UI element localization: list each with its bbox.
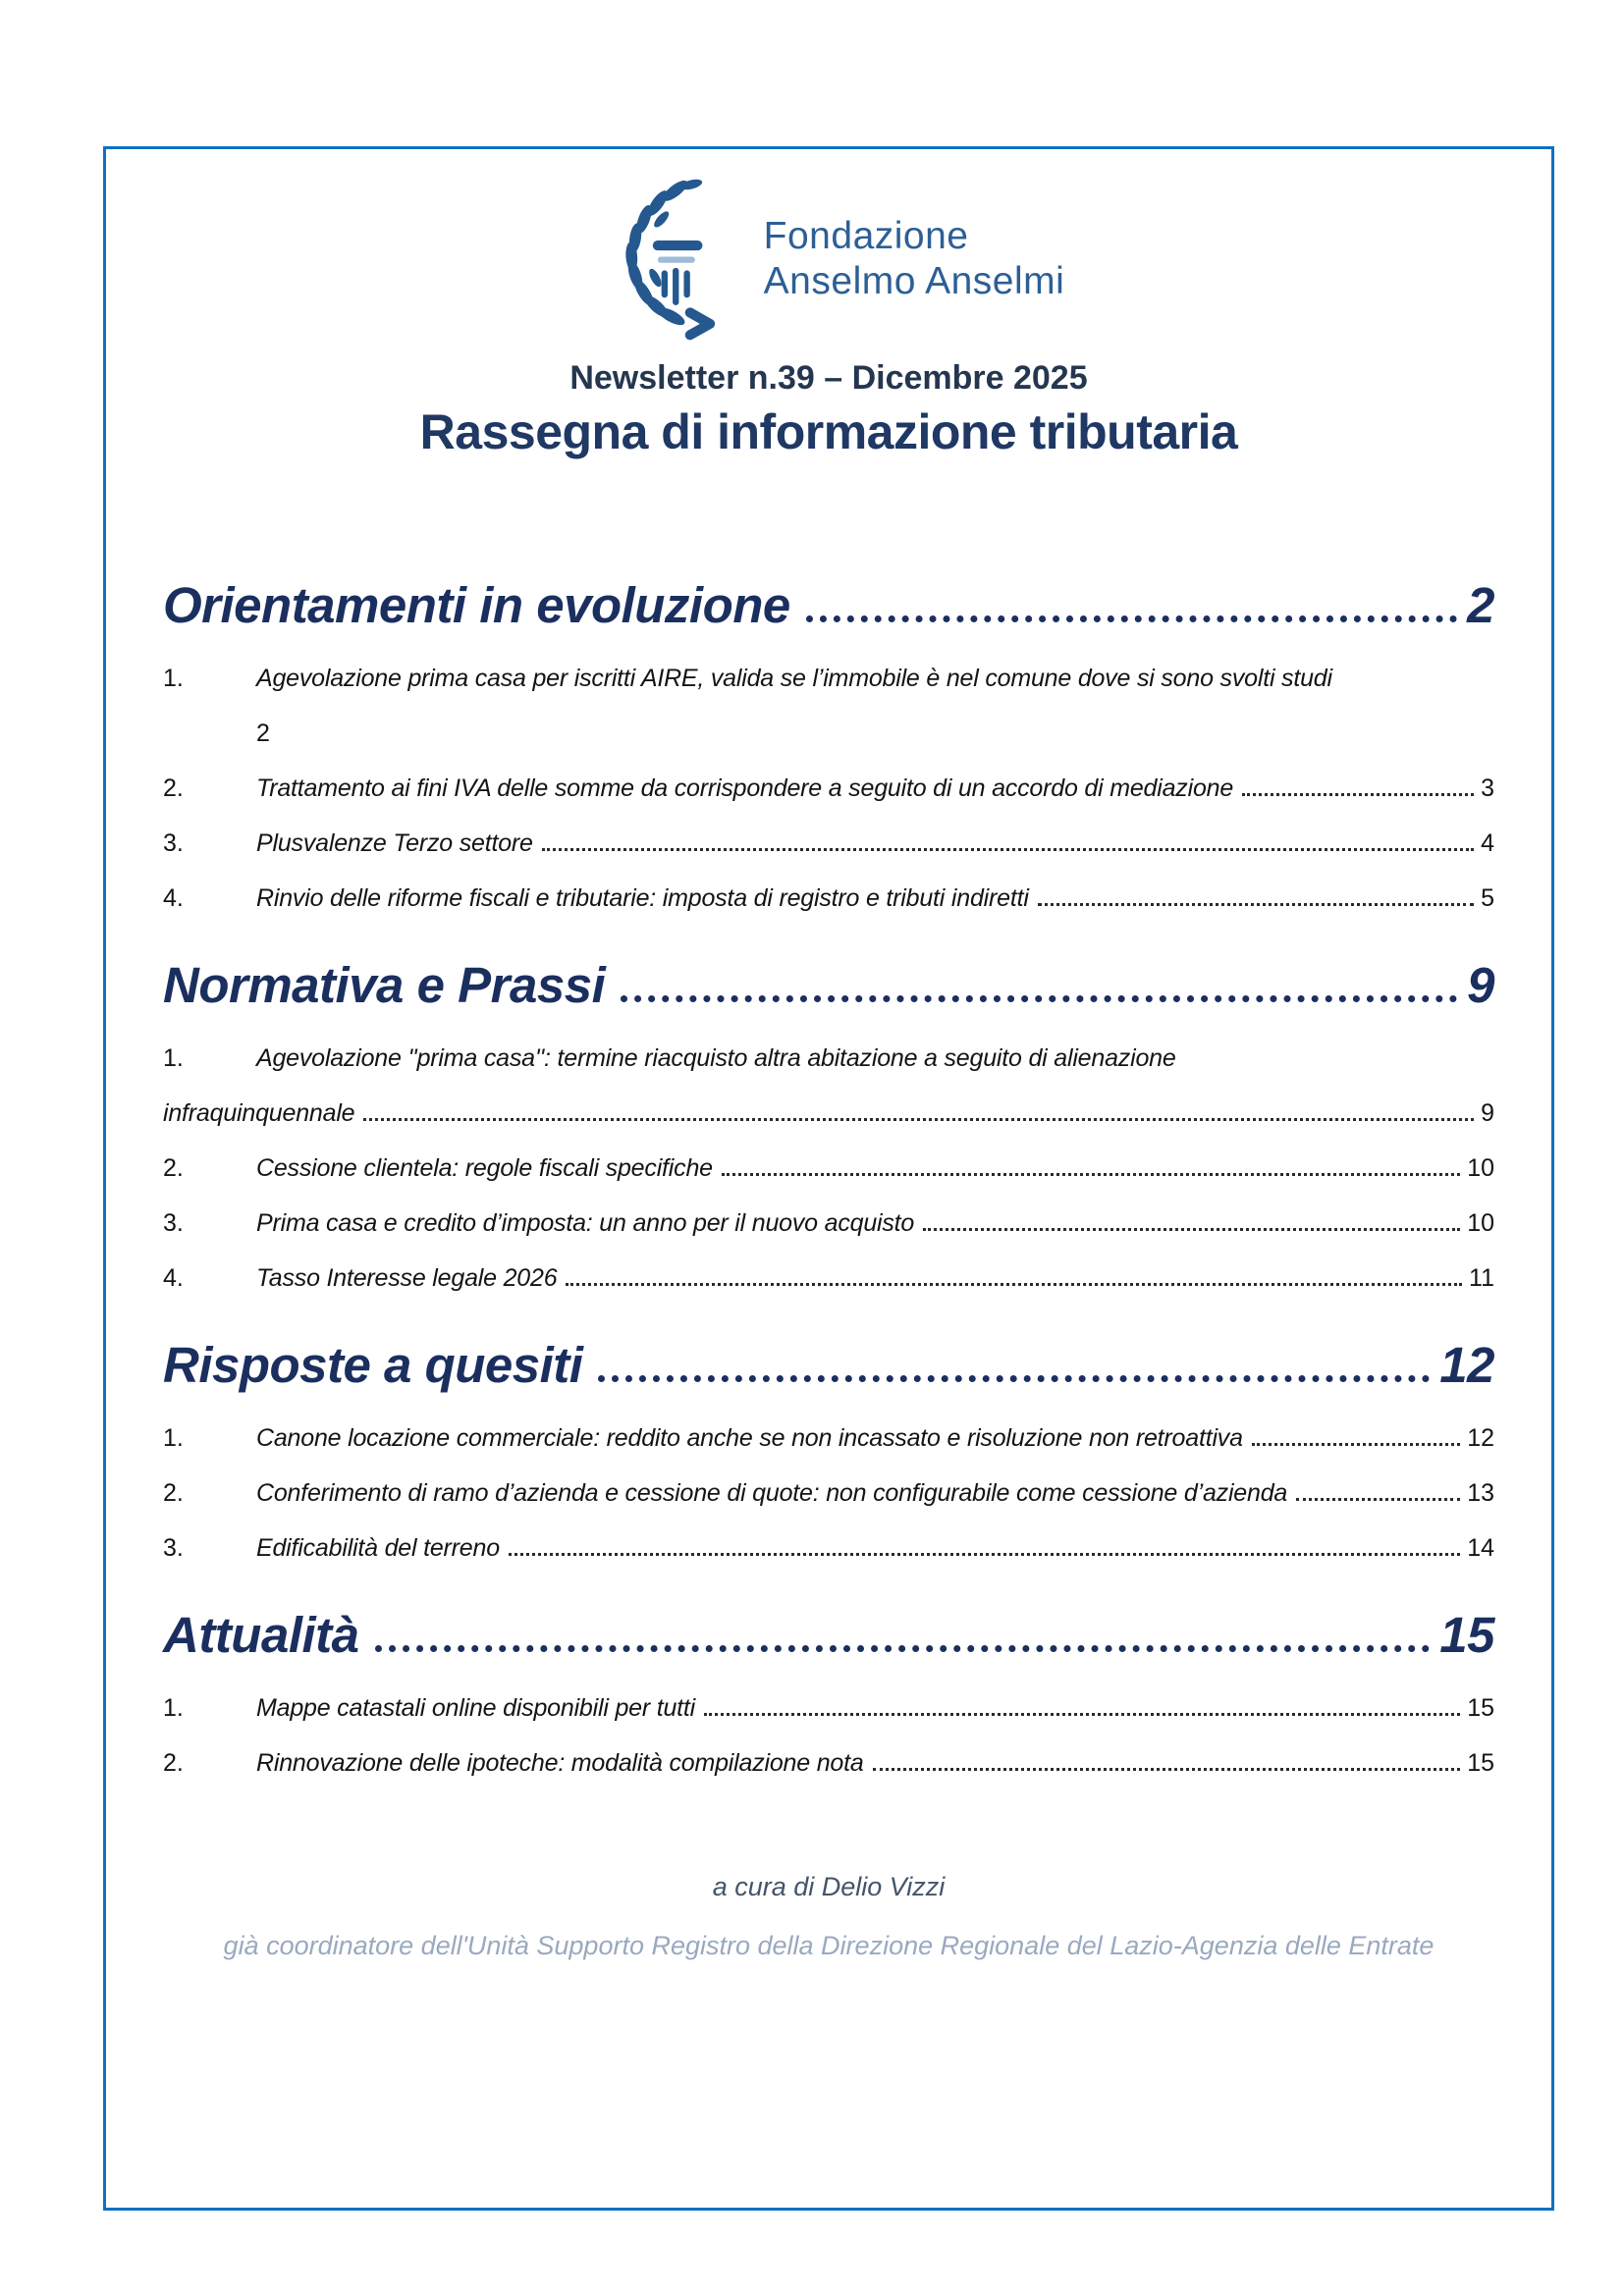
toc-item-page: 15 <box>1467 1749 1494 1777</box>
toc-item-title: Agevolazione prima casa per iscritti AIRE, valida se l’immobile è nel comune dove si sono svolti studi <box>256 665 1332 692</box>
toc-item-number: 4. <box>163 1264 184 1292</box>
toc-item-page: 5 <box>1481 884 1494 912</box>
toc-item-continuation <box>163 1099 1494 1128</box>
toc-section-heading <box>163 1606 1494 1665</box>
toc-item <box>163 1044 1494 1073</box>
toc-item-number: 2. <box>163 1749 184 1777</box>
toc-item <box>163 1424 1494 1453</box>
toc-item-number: 3. <box>163 1209 184 1237</box>
toc-item <box>163 1694 1494 1723</box>
toc-leader-dots <box>621 995 1457 1002</box>
toc-item-title: Prima casa e credito d’imposta: un anno per il nuovo acquisto <box>256 1209 915 1237</box>
toc-item-page: 15 <box>1467 1694 1494 1722</box>
toc-item <box>163 829 1494 858</box>
toc-item-page: 13 <box>1467 1479 1494 1507</box>
toc-item <box>163 1209 1494 1238</box>
toc-item <box>163 1534 1494 1563</box>
logo <box>163 175 1494 344</box>
toc-item-page: 9 <box>1481 1099 1494 1127</box>
toc-section-heading <box>163 576 1494 635</box>
toc-item-title: Trattamento ai fini IVA delle somme da corrispondere a seguito di un accordo di mediazione <box>256 774 1234 802</box>
toc-item-title: Cessione clientela: regole fiscali specifiche <box>256 1154 713 1182</box>
toc-item-title: Edificabilità del terreno <box>256 1534 500 1562</box>
toc-section-title: Normativa e Prassi <box>163 957 606 1013</box>
toc-leader-dots <box>704 1713 1460 1716</box>
toc-section-page: 15 <box>1439 1607 1494 1663</box>
toc-item-page: 11 <box>1469 1264 1494 1292</box>
toc-item-number: 4. <box>163 884 184 912</box>
toc-leader-dots <box>1252 1443 1460 1446</box>
toc-item-page: 2 <box>256 720 270 747</box>
toc-item-number: 2. <box>163 1154 184 1182</box>
toc-leader-dots <box>1296 1498 1460 1501</box>
toc-item-page: 14 <box>1467 1534 1494 1562</box>
footer <box>163 1872 1494 1961</box>
toc-section-page: 9 <box>1467 957 1494 1013</box>
toc-leader-dots <box>542 848 1474 851</box>
toc-item <box>163 774 1494 803</box>
toc-item <box>163 884 1494 913</box>
toc-leader-dots <box>363 1118 1474 1121</box>
toc-item-number: 1. <box>163 1044 184 1072</box>
toc-leader-dots <box>1038 903 1474 906</box>
toc-item-page: 3 <box>1481 774 1494 802</box>
toc-item-number: 1. <box>163 1424 184 1452</box>
toc-item-title: Mappe catastali online disponibili per tutti <box>256 1694 696 1722</box>
toc-item-number: 3. <box>163 1534 184 1562</box>
toc-leader-dots <box>1242 793 1474 796</box>
toc-leader-dots <box>722 1173 1460 1176</box>
toc-section-page: 12 <box>1439 1337 1494 1393</box>
toc-leader-dots <box>509 1553 1460 1556</box>
toc-section-title: Attualità <box>163 1607 359 1663</box>
toc-leader-dots <box>873 1768 1461 1771</box>
toc-item-number: 1. <box>163 1694 184 1722</box>
toc-section-title: Risposte a quesiti <box>163 1337 583 1393</box>
logo-line1: Fondazione <box>763 214 969 257</box>
toc-item-title: Plusvalenze Terzo settore <box>256 829 533 857</box>
toc-leader-dots <box>375 1645 1431 1652</box>
toc-item <box>163 665 1494 693</box>
page-title: Rassegna di informazione tributaria <box>419 404 1238 459</box>
toc-item-page: 4 <box>1481 829 1494 857</box>
toc-item-page: 10 <box>1467 1154 1494 1182</box>
laurel-column-icon <box>593 175 742 344</box>
logo-text <box>764 214 1065 304</box>
toc-item-title: Canone locazione commerciale: reddito anche se non incassato e risoluzione non retroattiva <box>256 1424 1243 1452</box>
newsletter-issue: Newsletter n.39 – Dicembre 2025 <box>569 359 1088 397</box>
toc-leader-dots <box>923 1228 1460 1231</box>
footer-role: già coordinatore dell'Unità Supporto Registro della Direzione Regionale del Lazio-Agenzia delle Entrate <box>223 1931 1435 1960</box>
toc-item-title: Tasso Interesse legale 2026 <box>256 1264 558 1292</box>
toc-leader-dots <box>598 1375 1430 1382</box>
toc-item <box>163 1264 1494 1293</box>
logo-line2: Anselmo Anselmi <box>763 260 1065 302</box>
toc-section-page: 2 <box>1467 577 1494 633</box>
toc-item <box>163 1749 1494 1778</box>
toc-section-heading <box>163 1336 1494 1395</box>
toc-item-number: 2. <box>163 774 184 802</box>
toc-item-title: Rinvio delle riforme fiscali e tributarie: imposta di registro e tributi indiretti <box>256 884 1029 912</box>
toc-section-title: Orientamenti in evoluzione <box>163 577 790 633</box>
toc-leader-dots <box>806 615 1457 622</box>
toc-item <box>163 1154 1494 1183</box>
toc-item-title: Agevolazione ''prima casa'': termine riacquisto altra abitazione a seguito di alienazione <box>256 1044 1176 1072</box>
toc-item <box>163 1479 1494 1508</box>
toc <box>163 576 1494 1778</box>
toc-item-title: infraquinquennale <box>163 1099 355 1127</box>
toc-item-number: 2. <box>163 1479 184 1507</box>
toc-item-title: Conferimento di ramo d’azienda e cessione di quote: non configurabile come cessione d’azienda <box>256 1479 1288 1507</box>
toc-item-number: 1. <box>163 665 184 692</box>
toc-section-heading <box>163 956 1494 1015</box>
page-border-frame <box>103 146 1554 2211</box>
footer-editor: a cura di Delio Vizzi <box>712 1872 946 1901</box>
toc-leader-dots <box>566 1283 1462 1286</box>
toc-item-page: 12 <box>1467 1424 1494 1452</box>
toc-item-number: 3. <box>163 829 184 857</box>
toc-item-page: 10 <box>1467 1209 1494 1237</box>
toc-item-title: Rinnovazione delle ipoteche: modalità compilazione nota <box>256 1749 864 1777</box>
